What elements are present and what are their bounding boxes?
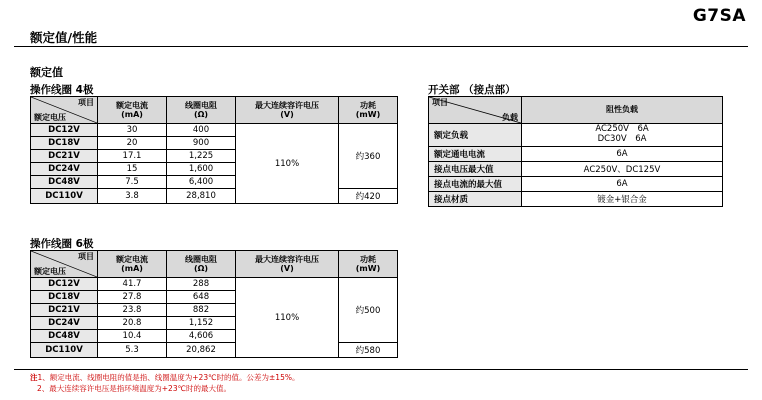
cell-power-main: 约360 [339, 124, 398, 189]
row-voltage: DC110V [31, 343, 98, 358]
header-power-consumption: 功耗 (mW) [339, 251, 398, 278]
table-row [429, 124, 723, 147]
row-voltage: DC21V [31, 150, 98, 163]
table-row [31, 124, 398, 137]
header-corner-cell [31, 97, 98, 124]
header-item-label: 项目 [78, 252, 94, 261]
cell-current: 10.4 [98, 330, 167, 343]
cell-resistance: 28,810 [167, 189, 236, 204]
header-max-permissible-voltage: 最大连续容许电压 (V) [236, 97, 339, 124]
cell-permissible-voltage: 110% [236, 278, 339, 358]
subsection-coil-4pole: 操作线圈 4极 [30, 84, 94, 96]
switch-part-table [428, 96, 723, 207]
cell-rated-load-value: AC250V 6A DC30V 6A [522, 124, 723, 147]
row-voltage: DC18V [31, 137, 98, 150]
table-row [429, 161, 723, 176]
cell-current: 5.3 [98, 343, 167, 358]
cell-resistance: 1,152 [167, 317, 236, 330]
header-coil-resistance: 线圈电阻 (Ω) [167, 97, 236, 124]
table-row [31, 189, 398, 204]
cell-resistance: 6,400 [167, 176, 236, 189]
header-rated-current: 额定电流 (mA) [98, 251, 167, 278]
section-title: 额定值/性能 [30, 30, 98, 45]
header-power-consumption: 功耗 (mW) [339, 97, 398, 124]
row-voltage: DC24V [31, 163, 98, 176]
table-row [429, 176, 723, 191]
cell-power-last: 约580 [339, 343, 398, 358]
cell-resistance: 1,225 [167, 150, 236, 163]
header-corner-cell [429, 97, 522, 124]
cell-current: 17.1 [98, 150, 167, 163]
header-corner-cell [31, 251, 98, 278]
cell-resistance: 1,600 [167, 163, 236, 176]
cell-current: 15 [98, 163, 167, 176]
subsection-switch-part: 开关部 （接点部） [428, 84, 516, 96]
row-voltage: DC110V [31, 189, 98, 204]
cell-resistance: 400 [167, 124, 236, 137]
header-coil-resistance: 线圈电阻 (Ω) [167, 251, 236, 278]
table-header-row [31, 97, 398, 124]
note-item-2: 2、最大连续容许电压是指环境温度为+23℃时的最大值。 [37, 383, 232, 393]
coil-table-4pole [30, 96, 398, 204]
row-label-carry-current: 额定通电电流 [429, 146, 522, 161]
header-voltage-label: 额定电压 [34, 266, 66, 276]
header-item-label: 项目 [78, 98, 94, 107]
cell-carry-current-value: 6A [522, 146, 723, 161]
model-title: G7SA [692, 6, 746, 26]
row-label-contact-material: 接点材质 [429, 191, 522, 206]
subsection-coil-6pole: 操作线圈 6极 [30, 238, 94, 250]
header-voltage-label: 额定电压 [34, 112, 66, 122]
cell-power-main: 约500 [339, 278, 398, 343]
table-row [31, 278, 398, 291]
cell-current: 20 [98, 137, 167, 150]
table-header-row [429, 97, 723, 124]
cell-max-current-value: 6A [522, 176, 723, 191]
notes-block [30, 373, 299, 395]
table-row [31, 343, 398, 358]
cell-permissible-voltage: 110% [236, 124, 339, 204]
table-header-row [31, 251, 398, 278]
cell-resistance: 648 [167, 291, 236, 304]
cell-current: 41.7 [98, 278, 167, 291]
cell-current: 20.8 [98, 317, 167, 330]
cell-contact-material-value: 镀金+银合金 [522, 191, 723, 206]
header-item-label: 项目 [432, 98, 448, 107]
header-divider [14, 46, 748, 47]
row-voltage: DC24V [31, 317, 98, 330]
cell-resistance: 900 [167, 137, 236, 150]
row-label-max-voltage: 接点电压最大值 [429, 161, 522, 176]
cell-current: 3.8 [98, 189, 167, 204]
header-rated-current: 额定电流 (mA) [98, 97, 167, 124]
header-load-label: 负载 [502, 112, 518, 122]
row-voltage: DC48V [31, 330, 98, 343]
row-voltage: DC21V [31, 304, 98, 317]
row-label-max-current: 接点电流的最大值 [429, 176, 522, 191]
row-voltage: DC12V [31, 124, 98, 137]
cell-max-voltage-value: AC250V、DC125V [522, 161, 723, 176]
cell-current: 27.8 [98, 291, 167, 304]
cell-current: 23.8 [98, 304, 167, 317]
row-voltage: DC18V [31, 291, 98, 304]
note-line-1 [30, 373, 299, 384]
cell-power-last: 约420 [339, 189, 398, 204]
cell-resistance: 288 [167, 278, 236, 291]
notes-label: 注 [30, 373, 38, 382]
note-item-1: 1、额定电流、线圈电阻的值是指、线圈温度为+23℃时的值。公差为±15%。 [37, 373, 300, 382]
cell-current: 7.5 [98, 176, 167, 189]
row-label-rated-load: 额定负载 [429, 124, 522, 147]
row-voltage: DC12V [31, 278, 98, 291]
coil-table-6pole [30, 250, 398, 358]
row-voltage: DC48V [31, 176, 98, 189]
header-resistive-load: 阻性负载 [522, 97, 723, 124]
footer-divider [14, 369, 748, 370]
note-line-2 [30, 384, 299, 395]
cell-resistance: 4,606 [167, 330, 236, 343]
table-row [429, 146, 723, 161]
cell-resistance: 20,862 [167, 343, 236, 358]
table-row [429, 191, 723, 206]
header-max-permissible-voltage: 最大连续容许电压 (V) [236, 251, 339, 278]
cell-resistance: 882 [167, 304, 236, 317]
subsection-ratings: 额定值 [30, 66, 63, 79]
cell-current: 30 [98, 124, 167, 137]
